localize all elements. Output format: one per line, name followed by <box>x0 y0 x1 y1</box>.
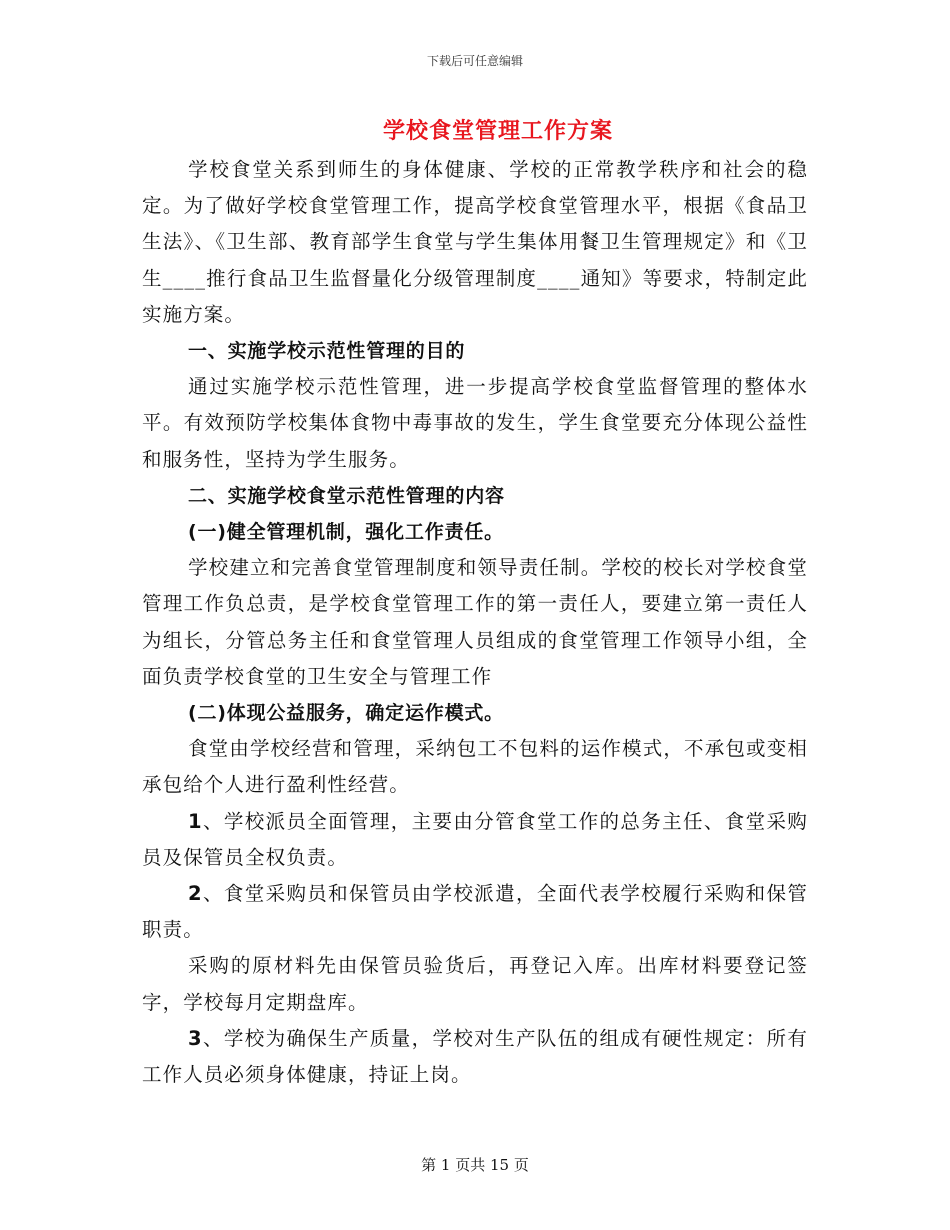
section-1-heading: 一、实施学校示范性管理的目的 <box>188 340 466 363</box>
item-3-paragraph <box>142 1021 808 1093</box>
subsection-2-heading: (二)体现公益服务，确定运作模式。 <box>188 702 504 725</box>
item-1-paragraph <box>142 804 808 876</box>
section-1-paragraph: 通过实施学校示范性管理，进一步提高学校食堂监督管理的整体水平。有效预防学校集体食物中毒事故的发生，学生食堂要充分体现公益性和服务性，坚持为学生服务。 <box>142 375 808 471</box>
section-2-heading: 二、实施学校食堂示范性管理的内容 <box>188 484 505 507</box>
document-title: 学校食堂管理工作方案 <box>382 118 613 144</box>
item-2-number: 2 <box>188 882 203 906</box>
item-3-text: 、学校为确保生产质量，学校对生产队伍的组成有硬性规定：所有工作人员必须身体健康，持证上岗。 <box>142 1026 808 1087</box>
subsection-1-paragraph: 学校建立和完善食堂管理制度和领导责任制。学校的校长对学校食堂管理工作负总责，是学校食堂管理工作的第一责任人，要建立第一责任人为组长，分管总务主任和食堂管理人员组成的食堂管理工作领导小组，全面负责学校食堂的卫生安全与管理工作 <box>142 556 808 688</box>
document-body <box>142 152 808 1093</box>
purchase-paragraph: 采购的原材料先由保管员验货后，再登记入库。出库材料要登记签字，学校每月定期盘库。 <box>142 954 808 1014</box>
page-footer: 第 1 页共 15 页 <box>421 1156 529 1174</box>
item-2-text: 、食堂采购员和保管员由学校派遣，全面代表学校履行采购和保管职责。 <box>142 882 808 942</box>
item-1-text: 、学校派员全面管理，主要由分管食堂工作的总务主任、食堂采购员及保管员全权负责。 <box>142 809 808 869</box>
header-note: 下载后可任意编辑 <box>426 54 523 68</box>
item-2-paragraph <box>142 876 808 948</box>
intro-paragraph: 学校食堂关系到师生的身体健康、学校的正常教学秩序和社会的稳定。为了做好学校食堂管理工作，提高学校食堂管理水平，根据《食品卫生法》、《卫生部、教育部学生食堂与学生集体用餐卫生管理规定》和《卫生____推行食品卫生监督量化分级管理制度____通知》等要求，特制定此实施方案。 <box>142 158 808 326</box>
item-1-number: 1 <box>188 809 203 833</box>
item-3-number: 3 <box>188 1026 203 1050</box>
subsection-1-heading: (一)健全管理机制，强化工作责任。 <box>188 521 504 544</box>
subsection-2-paragraph: 食堂由学校经营和管理，采纳包工不包料的运作模式，不承包或变相承包给个人进行盈利性经营。 <box>142 737 808 797</box>
